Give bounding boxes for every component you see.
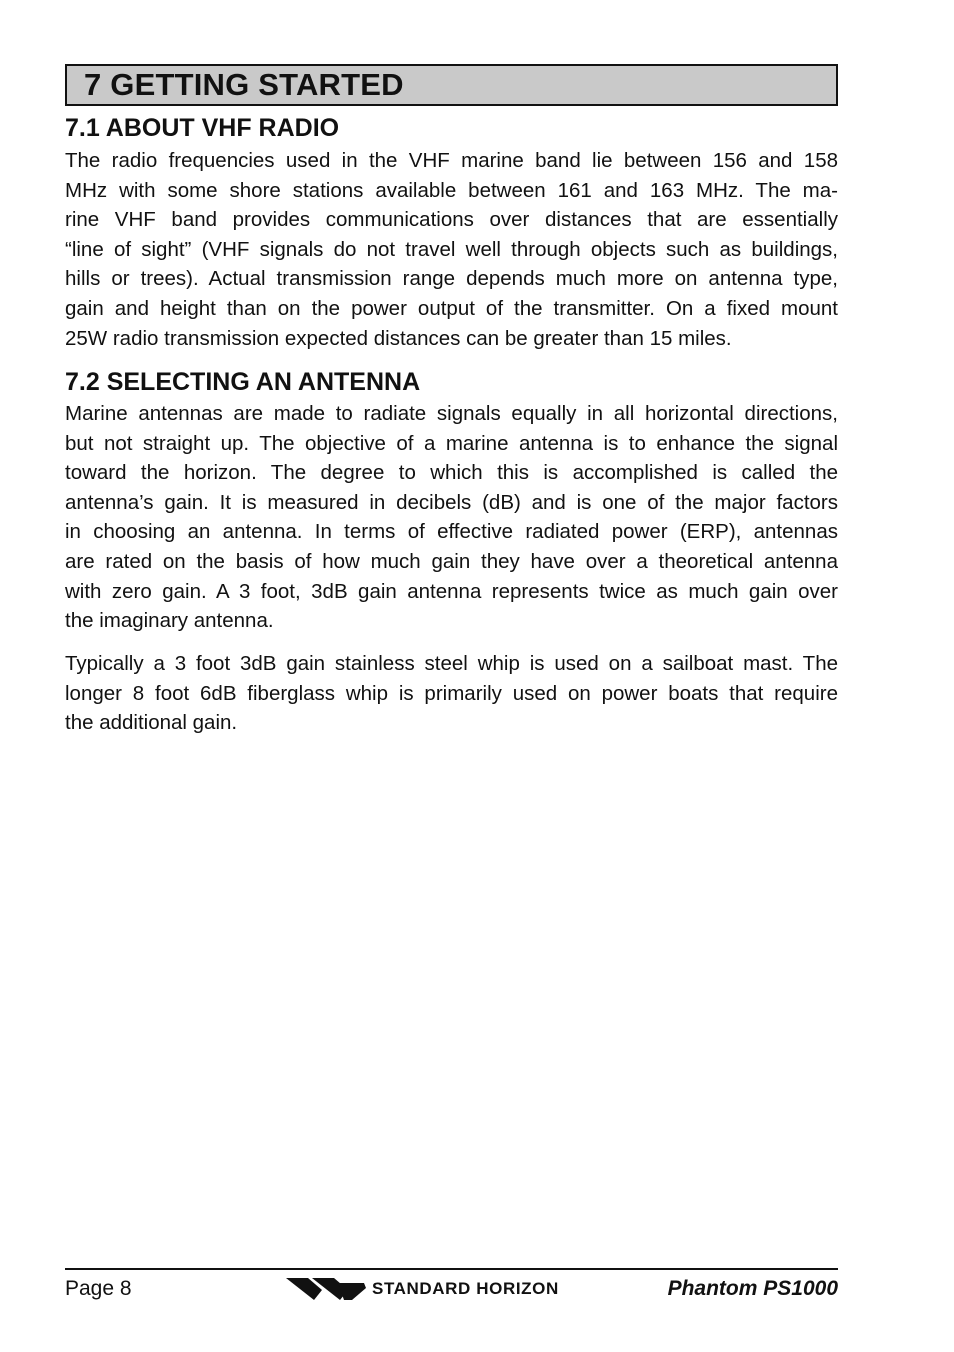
- text-line: in choosing an antenna. In terms of effective radiated power (ERP), antennas: [65, 520, 838, 544]
- chapter-title: 7 GETTING STARTED: [84, 67, 404, 102]
- chapter-banner: [65, 64, 838, 106]
- footer-divider: [65, 1268, 838, 1270]
- model-name: Phantom PS1000: [667, 1277, 838, 1300]
- brand-name: STANDARD HORIZON: [372, 1279, 559, 1298]
- paragraph-selecting-an-antenna: [65, 399, 838, 636]
- standard-horizon-logo-icon: [286, 1276, 366, 1302]
- text-line: 25W radio transmission expected distances can be greater than 15 miles.: [65, 326, 732, 350]
- text-line: toward the horizon. The degree to which this is accomplished is called the: [65, 461, 838, 485]
- text-line: are rated on the basis of how much gain they have over a theoretical antenna: [65, 549, 838, 573]
- page-number: Page 8: [65, 1277, 132, 1300]
- section-heading-selecting-an-antenna: 7.2 SELECTING AN ANTENNA: [65, 368, 421, 396]
- text-line: Marine antennas are made to radiate signals equally in all horizontal directions,: [65, 402, 838, 425]
- text-line: the imaginary antenna.: [65, 609, 274, 633]
- text-line: longer 8 foot 6dB fiberglass whip is primarily used on power boats that require: [65, 681, 838, 705]
- text-line: gain and height than on the power output of the transmitter. On a fixed mount: [65, 296, 838, 320]
- section-heading-about-vhf-radio: 7.1 ABOUT VHF RADIO: [65, 114, 340, 142]
- text-line: MHz with some shore stations available between 161 and 163 MHz. The ma-: [65, 178, 838, 202]
- paragraph-antenna-whip-types: [65, 649, 838, 738]
- paragraph-about-vhf-radio: [65, 146, 838, 353]
- brand-logo: [286, 1276, 559, 1302]
- text-line: rine VHF band provides communications over distances that are essentially: [65, 208, 838, 232]
- text-line: Typically a 3 foot 3dB gain stainless steel whip is used on a sailboat mast. The: [65, 652, 838, 675]
- text-line: antenna’s gain. It is measured in decibels (dB) and is one of the major factors: [65, 490, 838, 514]
- text-line: but not straight up. The objective of a marine antenna is to enhance the signal: [65, 431, 838, 455]
- text-line: the additional gain.: [65, 711, 238, 735]
- text-line: hills or trees). Actual transmission range depends much more on antenna type,: [65, 267, 838, 291]
- text-line: The radio frequencies used in the VHF marine band lie between 156 and 158: [65, 149, 838, 172]
- text-line: “line of sight” (VHF signals do not travel well through objects such as buildings,: [65, 237, 838, 261]
- text-line: with zero gain. A 3 foot, 3dB gain antenna represents twice as much gain over: [65, 579, 838, 603]
